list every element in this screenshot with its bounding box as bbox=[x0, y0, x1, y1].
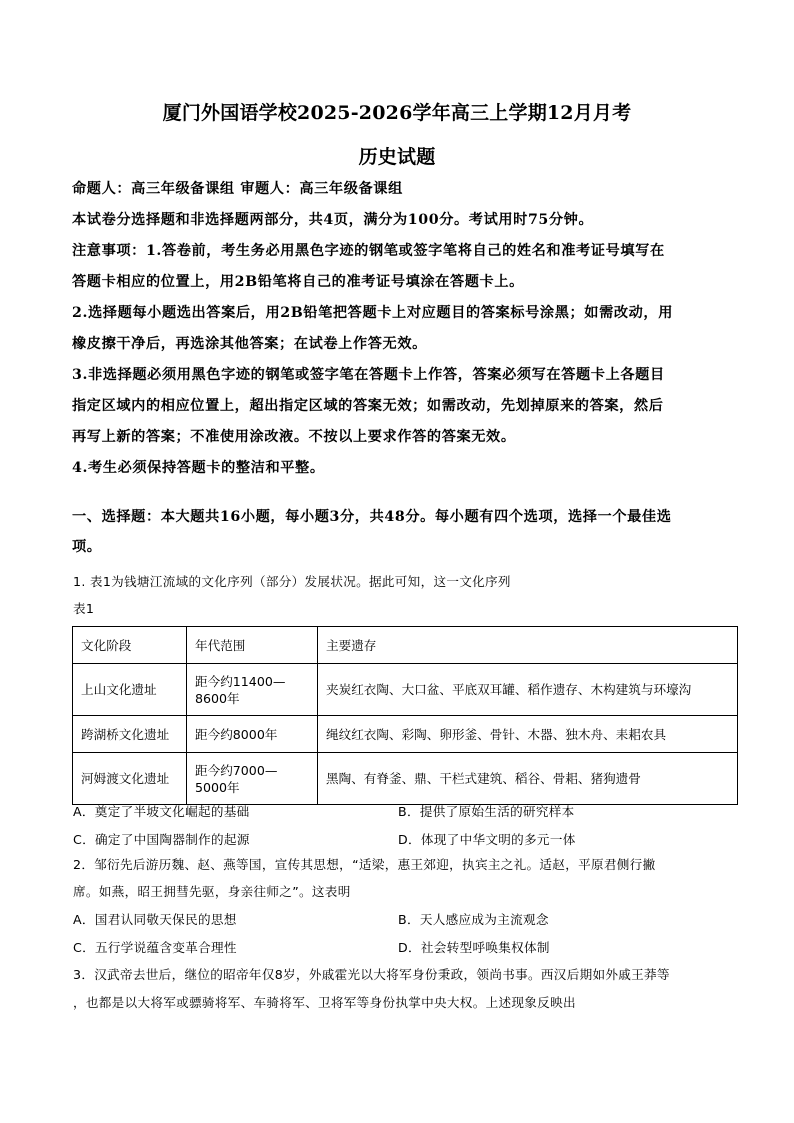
table-row bbox=[73, 716, 738, 753]
range-cell bbox=[187, 664, 318, 716]
note-4: 4.考生必须保持答题卡的整洁和平整。 bbox=[72, 460, 325, 476]
range-line: 距今约7000— bbox=[195, 762, 278, 778]
relics-cell: 绳纹红衣陶、彩陶、卵形釜、骨针、木器、独木舟、耒耜农具 bbox=[318, 716, 738, 753]
range-cell: 距今约8000年 bbox=[187, 716, 318, 753]
q1-option-c: C．确定了中国陶器制作的起源 bbox=[73, 832, 250, 847]
relics-cell: 黑陶、有脊釜、鼎、干栏式建筑、稻谷、骨耜、猪狗遗骨 bbox=[318, 753, 738, 805]
note-3b: 指定区域内的相应位置上，超出指定区域的答案无效；如需改动，先划掉原来的答案，然后 bbox=[72, 398, 664, 414]
q2-option-b: B．天人感应成为主流观念 bbox=[398, 912, 549, 927]
q1-table-label: 表1 bbox=[73, 601, 95, 616]
table-row bbox=[73, 664, 738, 716]
subject-title: 历史试题 bbox=[358, 146, 436, 168]
q3-stem-b: ，也都是以大将军或骠骑将军、车骑将军、卫将军等身份执掌中央大权。上述现象反映出 bbox=[73, 995, 576, 1010]
table-row bbox=[73, 753, 738, 805]
q1-option-d: D．体现了中华文明的多元一体 bbox=[398, 832, 576, 847]
q2-option-a: A．国君认同敬天保民的思想 bbox=[73, 912, 237, 927]
q1-option-b: B．提供了原始生活的研究样本 bbox=[398, 804, 575, 819]
table-header-cell: 年代范围 bbox=[187, 627, 318, 664]
table-header-row bbox=[73, 627, 738, 664]
range-line: 距今约11400— bbox=[195, 673, 286, 689]
q2-option-d: D．社会转型呼唤集权体制 bbox=[398, 940, 550, 955]
stage-cell: 上山文化遗址 bbox=[73, 664, 187, 716]
q1-option-a: A．奠定了半坡文化崛起的基础 bbox=[73, 804, 250, 819]
q2-stem-a: 2．邹衍先后游历魏、赵、燕等国，宣传其思想，“适梁，惠王郊迎，执宾主之礼。适赵，平原君侧行撇 bbox=[73, 857, 656, 872]
section-heading-b: 项。 bbox=[72, 539, 102, 555]
note-1a: 注意事项：1.答卷前，考生务必用黑色字迹的钢笔或签字笔将自己的姓名和准考证号填写在 bbox=[72, 243, 665, 259]
range-cell bbox=[187, 753, 318, 805]
note-3a: 3.非选择题必须用黑色字迹的钢笔或签字笔在答题卡上作答，答案必须写在答题卡上各题目 bbox=[72, 367, 665, 383]
range-line: 8600年 bbox=[195, 690, 240, 706]
range-line: 5000年 bbox=[195, 779, 240, 795]
q2-stem-b: 席。如燕，昭王拥彗先驱，身亲往师之”。这表明 bbox=[73, 884, 351, 899]
q3-stem-a: 3．汉武帝去世后，继位的昭帝年仅8岁，外戚霍光以大将军身份秉政，领尚书事。西汉后期如外戚王莽等 bbox=[73, 967, 670, 982]
q2-option-c: C．五行学说蕴含变革合理性 bbox=[73, 940, 237, 955]
summary-line: 本试卷分选择题和非选择题两部分，共4页，满分为100分。考试用时75分钟。 bbox=[72, 212, 594, 228]
culture-table bbox=[72, 626, 738, 805]
note-2a: 2.选择题每小题选出答案后，用2B铅笔把答题卡上对应题目的答案标号涂黑；如需改动，用 bbox=[72, 305, 674, 321]
stage-cell: 河姆渡文化遗址 bbox=[73, 753, 187, 805]
note-2b: 橡皮擦干净后，再选涂其他答案；在试卷上作答无效。 bbox=[72, 336, 427, 352]
stage-cell: 跨湖桥文化遗址 bbox=[73, 716, 187, 753]
section-heading-a: 一、选择题：本大题共16小题，每小题3分，共48分。每小题有四个选项，选择一个最佳选 bbox=[72, 509, 672, 525]
note-3c: 再写上新的答案；不准使用涂改液。不按以上要求作答的答案无效。 bbox=[72, 429, 516, 445]
table-header-cell: 主要遗存 bbox=[318, 627, 738, 664]
exam-title: 厦门外国语学校2025-2026学年高三上学期12月月考 bbox=[162, 102, 632, 124]
note-1b: 答题卡相应的位置上，用2B铅笔将自己的准考证号填涂在答题卡上。 bbox=[72, 274, 524, 290]
q1-stem: 1. 表1为钱塘江流域的文化序列（部分）发展状况。据此可知，这一文化序列 bbox=[73, 574, 511, 589]
authors-line: 命题人：高三年级备课组 审题人：高三年级备课组 bbox=[72, 181, 403, 197]
relics-cell: 夹炭红衣陶、大口盆、平底双耳罐、稻作遗存、木构建筑与环壕沟 bbox=[318, 664, 738, 716]
table-header-cell: 文化阶段 bbox=[73, 627, 187, 664]
